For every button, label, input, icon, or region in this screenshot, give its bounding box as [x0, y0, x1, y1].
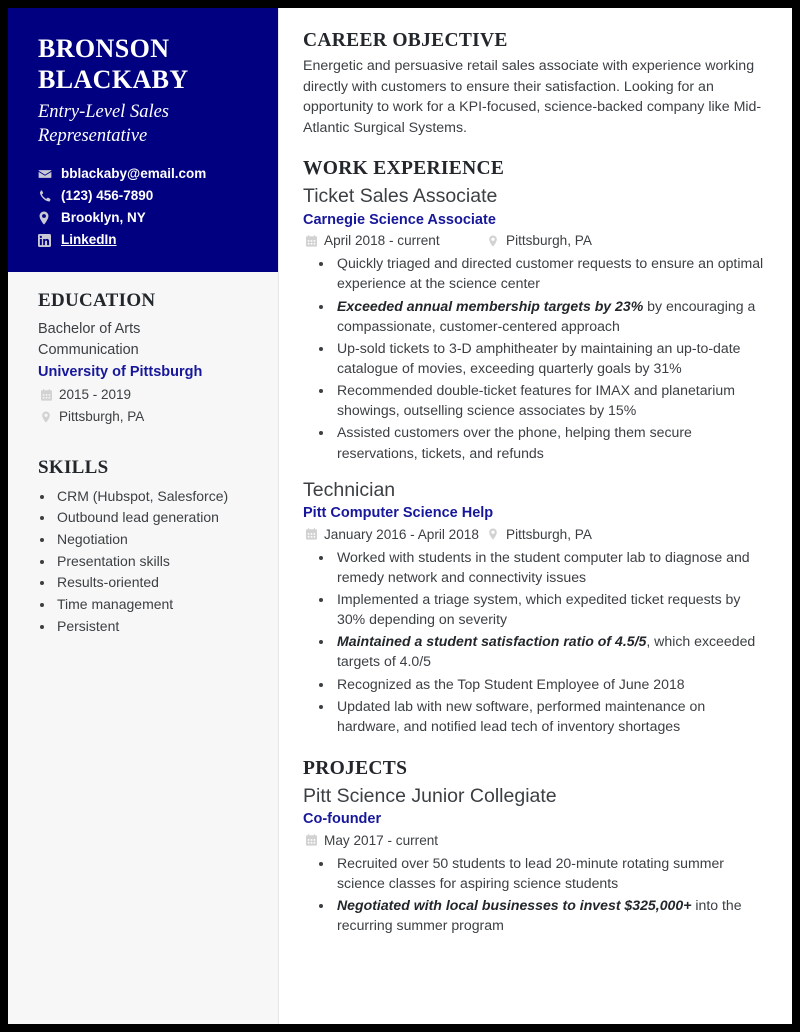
- resume-page: [8, 8, 792, 1024]
- list-item: [334, 696, 770, 736]
- list-item: [334, 422, 770, 462]
- sidebar-header: [8, 8, 278, 272]
- education-dates: [38, 386, 252, 405]
- bullet-text: Up-sold tickets to 3-D amphitheater by maintaining an up-to-date catalogue of movies, exceeding quarterly goals by 31%: [337, 339, 741, 377]
- entry-org: Carnegie Science Associate: [303, 211, 496, 228]
- bullet-text: Quickly triaged and directed customer requests to ensure an optimal experience at the science center: [337, 255, 764, 292]
- education-dates-label: 2015 - 2019: [59, 386, 132, 402]
- entry-location-label: Pittsburgh, PA: [506, 526, 592, 542]
- bullet-highlight: Exceeded annual membership targets by 23%: [337, 297, 644, 314]
- candidate-name: [38, 34, 252, 95]
- calendar-icon: [38, 389, 54, 401]
- bullet-text: Assisted customers over the phone, helping them secure reservations, tickets, and refunds: [337, 424, 692, 461]
- entry-dates-label: May 2017 - current: [324, 832, 439, 848]
- list-item: [334, 380, 770, 420]
- entry-role: Ticket Sales Associate: [303, 185, 498, 208]
- contact-email-label: bblackaby@email.com: [61, 165, 207, 181]
- entry-meta: [303, 525, 770, 544]
- contact-location-label: Brooklyn, NY: [61, 209, 146, 225]
- location-pin-icon: [38, 411, 54, 423]
- career-objective-text: Energetic and persuasive retail sales associate with experience working directly with customers to ensure their satisfaction. Looking for an opportunity to work for a KPI-focused, science-backed company like Mid-Atlantic Surgical Systems.: [303, 58, 762, 136]
- list-item: [334, 631, 770, 671]
- entry-location: [485, 231, 592, 250]
- entry-dates: [303, 231, 485, 250]
- list-item: • Outbound lead generation: [55, 507, 252, 528]
- list-item: [334, 589, 770, 629]
- main-content: [279, 8, 792, 1024]
- projects-heading: PROJECTS: [303, 757, 408, 779]
- entry-meta: [303, 831, 770, 850]
- contact-phone: [38, 186, 252, 207]
- list-item: • Time management: [55, 594, 252, 615]
- bullet-text: Recruited over 50 students to lead 20-minute rotating summer science classes for aspiring science students: [337, 854, 724, 891]
- list-item: [334, 338, 770, 378]
- bullet-highlight: Negotiated with local businesses to invest $325,000+: [337, 897, 692, 914]
- contact-list: [38, 164, 252, 251]
- list-item: • Results-oriented: [55, 572, 252, 593]
- entry-dates-label: April 2018 - current: [324, 233, 440, 249]
- contact-phone-label: (123) 456-7890: [61, 187, 154, 203]
- projects-section: [303, 758, 770, 936]
- list-item: [334, 253, 770, 293]
- entry-dates: [303, 525, 485, 544]
- bullet-text: , which exceeded targets of 4.0/5: [337, 633, 756, 670]
- list-item: • Negotiation: [55, 529, 252, 550]
- location-pin-icon: [38, 211, 55, 225]
- entry-dates-label: January 2016 - April 2018: [324, 526, 479, 542]
- list-item: • Presentation skills: [55, 551, 252, 572]
- career-objective-section: [303, 30, 770, 138]
- candidate-name-line1: BRONSON: [38, 34, 170, 63]
- work-experience-heading: WORK EXPERIENCE: [303, 158, 505, 180]
- entry-role: Technician: [303, 478, 396, 501]
- sidebar: [8, 8, 279, 1024]
- list-item: [334, 296, 770, 336]
- entry-role: Pitt Science Junior Collegiate: [303, 784, 557, 807]
- list-item: • Persistent: [55, 616, 252, 637]
- candidate-job-title: Entry-Level Sales Representative: [38, 102, 169, 146]
- education-location: [38, 408, 252, 427]
- entry-meta: [303, 231, 770, 250]
- list-item: [334, 895, 770, 935]
- envelope-icon: [38, 167, 55, 181]
- bullet-text: Worked with students in the student computer lab to diagnose and remedy network and connectivity issues: [337, 548, 750, 585]
- location-pin-icon: [485, 528, 501, 540]
- entry-location: [485, 525, 592, 544]
- skills-heading: SKILLS: [38, 456, 109, 478]
- entry-org: Pitt Computer Science Help: [303, 505, 494, 522]
- education-degree-line2: Communication: [38, 341, 139, 358]
- education-heading: EDUCATION: [38, 290, 156, 311]
- phone-icon: [38, 189, 55, 203]
- candidate-name-line2: BLACKABY: [38, 64, 189, 94]
- list-item: [334, 853, 770, 893]
- entry-org: Co-founder: [303, 811, 382, 828]
- sidebar-body: [8, 272, 278, 658]
- calendar-icon: [303, 528, 319, 540]
- bullet-text: by encouraging a compassionate, customer-centered approach: [337, 297, 756, 334]
- bullet-text: Updated lab with new software, performed maintenance on hardware, and notified lead tech of inventory shortages: [337, 697, 706, 734]
- contact-email: [38, 164, 252, 185]
- career-objective-heading: CAREER OBJECTIVE: [303, 30, 508, 51]
- education-location-label: Pittsburgh, PA: [59, 408, 145, 424]
- entry-dates: [303, 831, 485, 850]
- list-item: • CRM (Hubspot, Salesforce): [55, 486, 252, 507]
- bullet-text: into the recurring summer program: [337, 897, 742, 934]
- education-degree-line1: Bachelor of Arts: [38, 321, 141, 337]
- location-pin-icon: [485, 235, 501, 247]
- contact-linkedin-link[interactable]: LinkedIn: [61, 231, 117, 247]
- bullet-highlight: Maintained a student satisfaction ratio of 4.5/5: [337, 633, 647, 650]
- bullet-text: Recognized as the Top Student Employee of June 2018: [337, 675, 685, 692]
- bullet-text: Recommended double-ticket features for IMAX and planetarium showings, outselling science associates by 15%: [337, 382, 735, 419]
- list-item: [334, 547, 770, 587]
- linkedin-icon: [38, 234, 55, 247]
- contact-location: [38, 208, 252, 229]
- skills-list: [38, 486, 252, 637]
- work-entry: [303, 184, 770, 462]
- entry-location-label: Pittsburgh, PA: [506, 233, 592, 249]
- entry-bullets: [303, 253, 770, 462]
- calendar-icon: [303, 834, 319, 846]
- bullet-text: Implemented a triage system, which expedited ticket requests by 30% depending on severity: [337, 590, 741, 628]
- work-experience-section: [303, 158, 770, 736]
- entry-bullets: [303, 853, 770, 936]
- education-school: University of Pittsburgh: [38, 364, 203, 381]
- calendar-icon: [303, 235, 319, 247]
- project-entry: [303, 784, 770, 936]
- contact-linkedin[interactable]: [38, 230, 252, 251]
- list-item: [334, 674, 770, 694]
- entry-bullets: [303, 547, 770, 736]
- work-entry: [303, 478, 770, 736]
